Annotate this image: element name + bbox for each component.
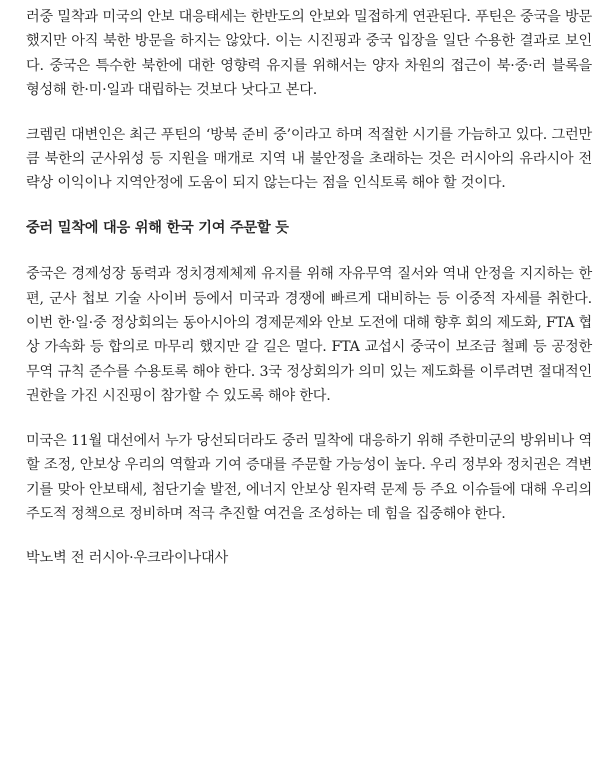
author-signature: 박노벽 전 러시아·우크라이나대사 bbox=[26, 550, 229, 567]
paragraph-4: 미국은 11월 대선에서 누가 당선되더라도 중러 밀착에 대응하기 위해 주한미군의 방위비나 역할 조정, 안보상 우리의 역할과 기여 증대를 주문할 가능성이 높다. 우리 정부와 정치권은 격변기를 맞아 안보태세, 첨단기술 발전, 에너지 안보상 원자력 문제 등 주요 이슈들에 대해 우리의 주도적 정책으로 정비하며 적극 추진할 여건을 조성하는 데 힘을 집중해야 한다. bbox=[26, 432, 592, 522]
paragraph-1: 러중 밀착과 미국의 안보 대응태세는 한반도의 안보와 밀접하게 연관된다. 푸틴은 중국을 방문했지만 아직 북한 방문을 하지는 않았다. 이는 시진핑과 중국 입장을 일단 수용한 결과로 보인다. 중국은 특수한 북한에 대한 영향력 유지를 위해서는 양자 차원의 접근이 북·중·러 블록을 형성해 한·미·일과 대립하는 것보다 낫다고 본다. bbox=[26, 9, 592, 99]
paragraph-2: 크렘린 대변인은 최근 푸틴의 ‘방북 준비 중’이라고 하며 적절한 시기를 가늠하고 있다. 그런만큼 북한의 군사위성 등 지원을 매개로 지역 내 불안정을 초래하는 것은 러시아의 유라시아 전략상 이익이나 지역안정에 도움이 되지 않는다는 점을 인식토록 해야 할 것이다. bbox=[26, 126, 592, 192]
paragraph-3: 중국은 경제성장 동력과 정치경제체제 유지를 위해 자유무역 질서와 역내 안정을 지지하는 한편, 군사 첩보 기술 사이버 등에서 미국과 경쟁에 빠르게 대비하는 등 이중적 자세를 취한다. 이번 한·일·중 정상회의는 동아시아의 경제문제와 안보 도전에 대해 향후 회의 제도화, FTA 협상 가속화 등 합의로 마무리 했지만 갈 길은 멀다. FTA 교섭시 중국이 보조금 철폐 등 공정한 무역 규칙 준수를 수용토록 해야 한다. 3국 정상회의가 의미 있는 제도화를 이루려면 절대적인 권한을 가진 시진핑이 참가할 수 있도록 해야 한다. bbox=[26, 266, 592, 405]
section-heading: 중러 밀착에 대응 위해 한국 기여 주문할 듯 bbox=[26, 219, 289, 236]
article-body bbox=[26, 5, 592, 571]
